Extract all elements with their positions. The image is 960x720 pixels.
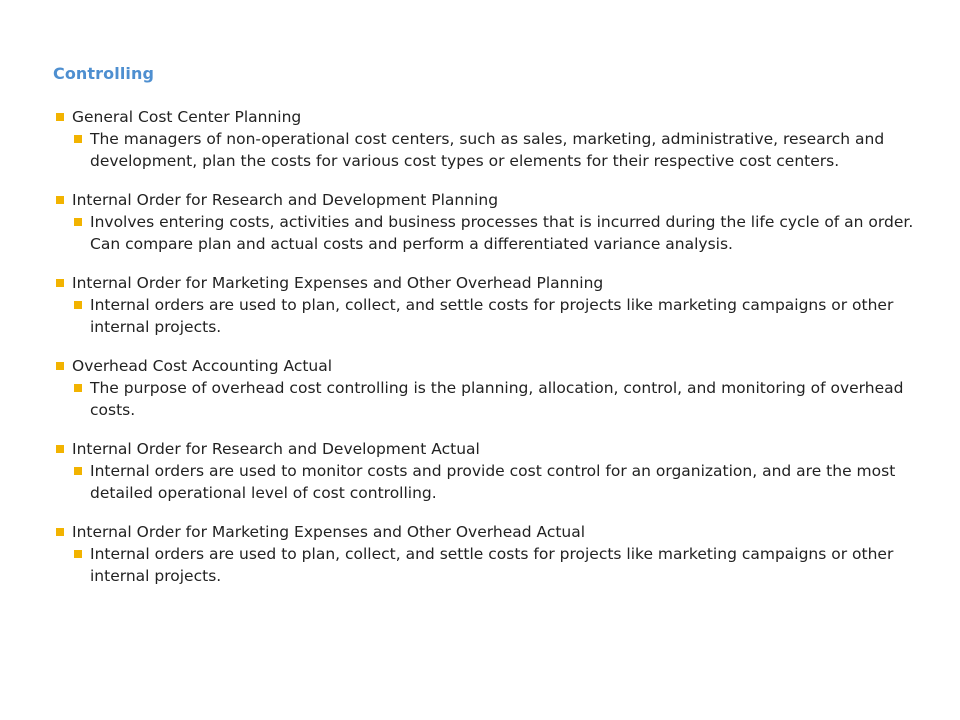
bullet-level2 <box>74 543 916 587</box>
bullet-level1 <box>56 272 916 294</box>
bullet-level1 <box>56 521 916 543</box>
bullet-detail: Internal orders are used to plan, collect, and settle costs for projects like marketing campaigns or other internal projects. <box>90 545 894 585</box>
slide-heading: Controlling <box>53 64 155 83</box>
bullet-detail: Involves entering costs, activities and business processes that is incurred during the life cycle of an order. Can compare plan and actual costs and perform a differentiated variance analysis. <box>90 213 914 253</box>
square-bullet-icon <box>74 467 82 475</box>
bullet-detail: The managers of non-operational cost centers, such as sales, marketing, administrative, research and development, plan the costs for various cost types or elements for their respective cost centers. <box>90 130 885 170</box>
square-bullet-icon <box>74 384 82 392</box>
bullet-level1 <box>56 189 916 211</box>
square-bullet-icon <box>56 362 64 370</box>
square-bullet-icon <box>56 196 64 204</box>
square-bullet-icon <box>56 528 64 536</box>
bullet-title: Internal Order for Marketing Expenses and Other Overhead Planning <box>72 274 604 292</box>
bullet-detail: Internal orders are used to monitor costs and provide cost control for an organization, and are the most detailed operational level of cost controlling. <box>90 462 896 502</box>
square-bullet-icon <box>74 218 82 226</box>
bullet-title: Internal Order for Research and Development Planning <box>72 191 499 209</box>
square-bullet-icon <box>74 135 82 143</box>
bullet-level1 <box>56 438 916 460</box>
square-bullet-icon <box>56 445 64 453</box>
square-bullet-icon <box>56 113 64 121</box>
bullet-title: Internal Order for Marketing Expenses and Other Overhead Actual <box>72 523 586 541</box>
bullet-level2 <box>74 377 916 421</box>
list-item <box>56 521 916 587</box>
bullet-level1 <box>56 355 916 377</box>
bullet-list <box>56 106 916 604</box>
bullet-level2 <box>74 460 916 504</box>
square-bullet-icon <box>74 301 82 309</box>
square-bullet-icon <box>56 279 64 287</box>
list-item <box>56 189 916 255</box>
bullet-title: General Cost Center Planning <box>72 108 302 126</box>
list-item <box>56 272 916 338</box>
list-item <box>56 106 916 172</box>
list-item <box>56 438 916 504</box>
bullet-level2 <box>74 294 916 338</box>
bullet-level1 <box>56 106 916 128</box>
bullet-title: Internal Order for Research and Development Actual <box>72 440 480 458</box>
bullet-title: Overhead Cost Accounting Actual <box>72 357 333 375</box>
square-bullet-icon <box>74 550 82 558</box>
bullet-detail: Internal orders are used to plan, collect, and settle costs for projects like marketing campaigns or other internal projects. <box>90 296 894 336</box>
list-item <box>56 355 916 421</box>
bullet-level2 <box>74 128 916 172</box>
bullet-level2 <box>74 211 916 255</box>
bullet-detail: The purpose of overhead cost controlling is the planning, allocation, control, and monitoring of overhead costs. <box>90 379 904 419</box>
